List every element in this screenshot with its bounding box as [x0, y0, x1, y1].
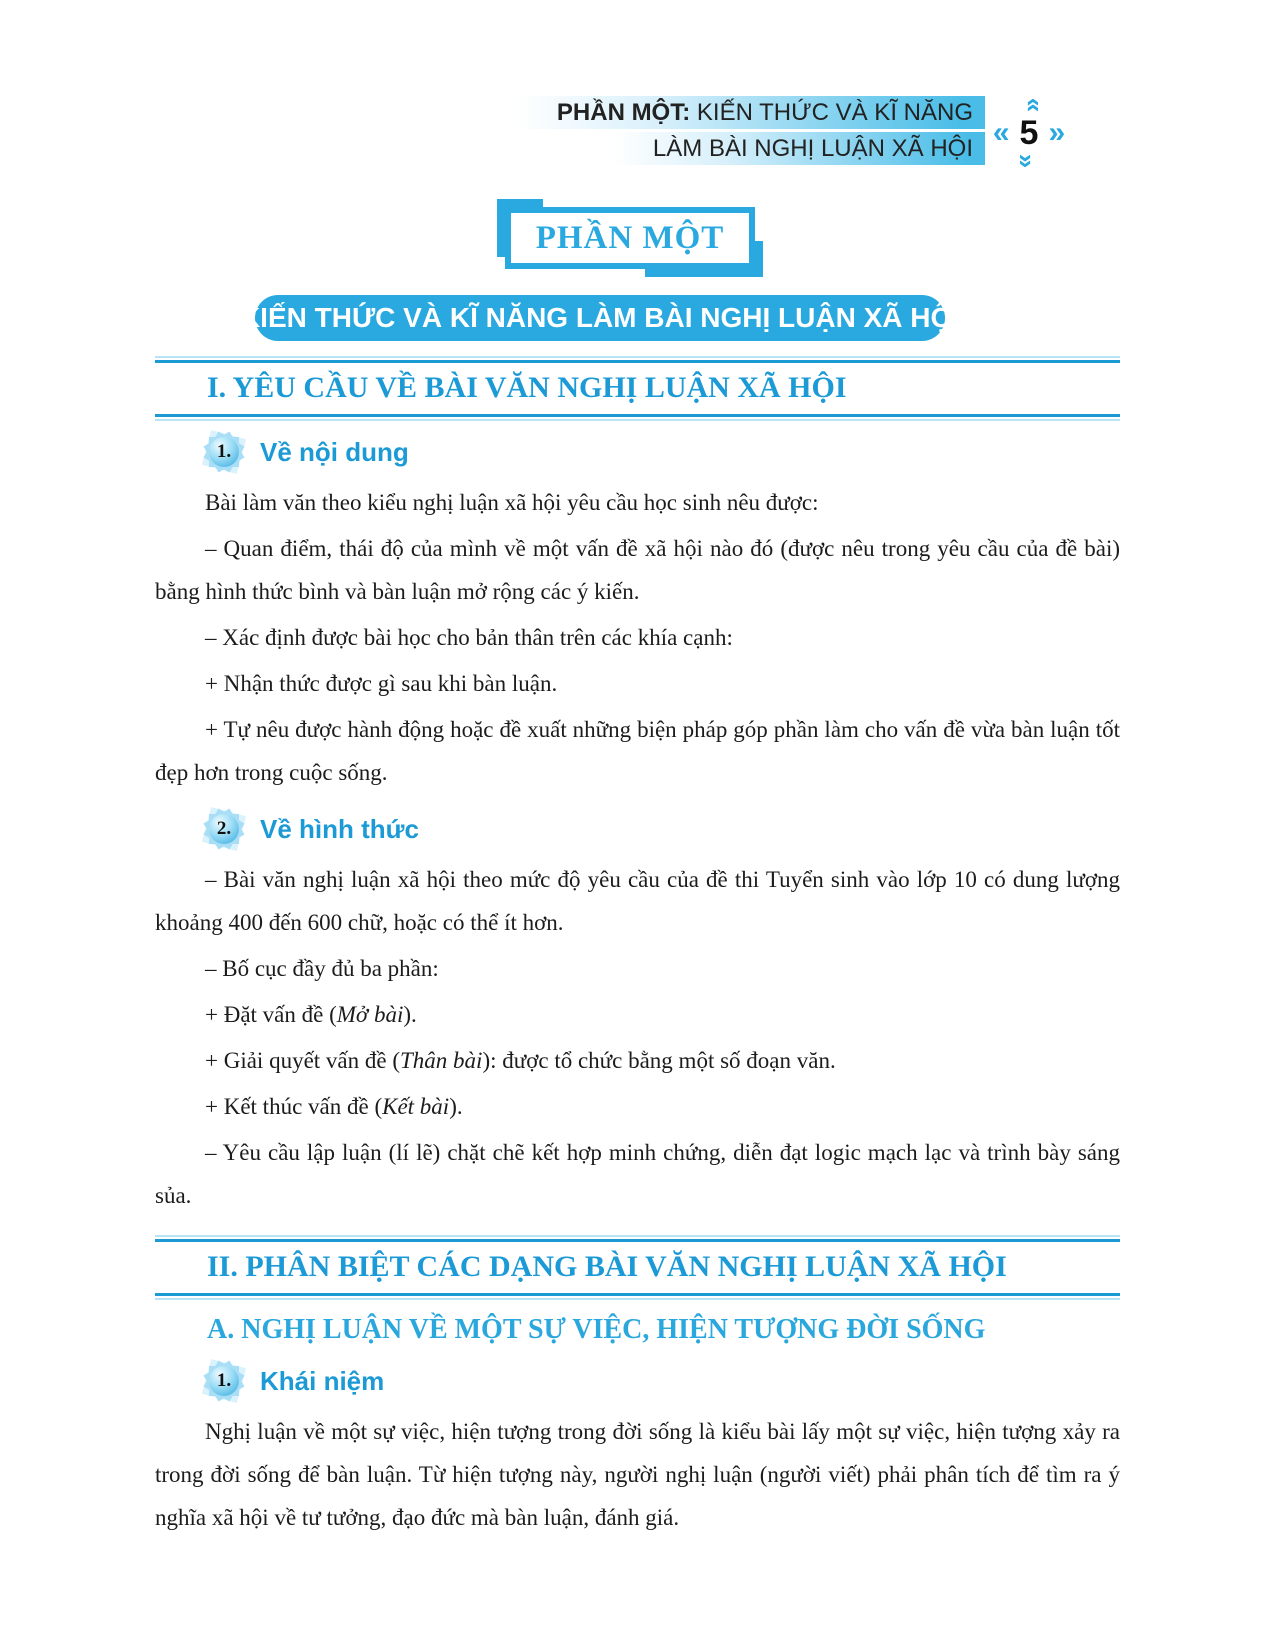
paragraph-text: ).: [403, 1002, 417, 1027]
number-badge-icon: [203, 431, 245, 473]
subheading-1-2: [203, 808, 1120, 850]
paragraph-text: ): được tổ chức bằng một số đoạn văn.: [482, 1048, 836, 1073]
paragraph: – Bài văn nghị luận xã hội theo mức độ yêu cầu của đề thi Tuyển sinh vào lớp 10 có dung lượng khoảng 400 đến 600 chữ, hoặc có thể ít hơn.: [155, 867, 1120, 935]
page-number-widget: [990, 94, 1068, 172]
paragraph: + Nhận thức được gì sau khi bàn luận.: [205, 671, 558, 696]
paragraph: – Quan điểm, thái độ của mình về một vấn đề xã hội nào đó (được nêu trong yêu cầu của đề bài) bằng hình thức bình và bàn luận mở rộng các ý kiến.: [155, 536, 1120, 604]
paragraph: Nghị luận về một sự việc, hiện tượng trong đời sống là kiểu bài lấy một sự việc, hiện tượng xảy ra trong đời sống để bàn luận. Từ hiện tượng này, người nghị luận (người viết) phải phân tích để tìm ra ý nghĩa xã hội về tư tưởng, đạo đức mà bàn luận, đánh giá.: [155, 1419, 1120, 1530]
subsection-a-heading: A. NGHỊ LUẬN VỀ MỘT SỰ VIỆC, HIỆN TƯỢNG ĐỜI SỐNG: [207, 1314, 986, 1345]
subheading-label: Về hình thức: [260, 813, 419, 844]
subheading-label: Về nội dung: [260, 436, 409, 467]
subheading-label: Khái niệm: [260, 1365, 385, 1396]
number-badge-icon: [203, 1360, 245, 1402]
part-box: [505, 207, 755, 269]
running-header-line1-text: KIẾN THỨC VÀ KĨ NĂNG: [690, 99, 973, 126]
paragraph: + Tự nêu được hành động hoặc đề xuất những biện pháp góp phần làm cho vấn đề vừa bàn luận tốt đẹp hơn trong cuộc sống.: [155, 717, 1120, 785]
paragraph-text: + Kết thúc vấn đề (: [205, 1094, 383, 1119]
paragraph: [155, 1039, 1120, 1082]
double-chevron-up-icon: »: [1016, 97, 1046, 113]
italic-term: Mở bài: [336, 1002, 404, 1027]
section-heading-1: I. YÊU CẦU VỀ BÀI VĂN NGHỊ LUẬN XÃ HỘI: [155, 360, 1120, 417]
paragraph: – Bố cục đầy đủ ba phần:: [205, 956, 439, 981]
page-content: [155, 360, 1120, 1542]
running-header-line2: LÀM BÀI NGHỊ LUẬN XÃ HỘI: [613, 132, 985, 165]
running-header-part-label: PHẦN MỘT:: [556, 99, 691, 126]
subheading-2-1: [203, 1360, 1120, 1402]
paragraph: – Yêu cầu lập luận (lí lẽ) chặt chẽ kết hợp minh chứng, diễn đạt logic mạch lạc và trình bày sáng sủa.: [155, 1140, 1120, 1208]
paragraph-text: ).: [449, 1094, 463, 1119]
guillemet-right-icon: »: [1048, 116, 1066, 149]
double-chevron-down-icon: »: [1012, 153, 1042, 169]
section-heading-2: II. PHÂN BIỆT CÁC DẠNG BÀI VĂN NGHỊ LUẬN XÃ HỘI: [155, 1239, 1120, 1296]
badge-number: 1.: [209, 437, 239, 467]
paragraph-text: + Giải quyết vấn đề (: [205, 1048, 400, 1073]
running-header: [517, 96, 985, 165]
running-header-line1: [517, 96, 985, 129]
page-number-row: [993, 116, 1065, 150]
subheading-1-1: [203, 431, 1120, 473]
number-badge-icon: [203, 808, 245, 850]
paragraph: Bài làm văn theo kiểu nghị luận xã hội yêu cầu học sinh nêu được:: [205, 490, 819, 515]
page-number: 5: [1019, 114, 1039, 152]
paragraph: – Xác định được bài học cho bản thân trên các khía cạnh:: [205, 625, 733, 650]
italic-term: Kết bài: [382, 1094, 450, 1119]
badge-number: 2.: [209, 814, 239, 844]
paragraph-text: + Đặt vấn đề (: [205, 1002, 337, 1027]
guillemet-left-icon: «: [992, 116, 1010, 149]
paragraph: [155, 1085, 1120, 1128]
paragraph: [155, 993, 1120, 1036]
part-box-label: PHẦN MỘT: [535, 219, 725, 256]
title-banner: KIẾN THỨC VÀ KĨ NĂNG LÀM BÀI NGHỊ LUẬN XÃ HỘI: [255, 295, 945, 341]
badge-number: 1.: [209, 1366, 239, 1396]
italic-term: Thân bài: [400, 1048, 483, 1073]
